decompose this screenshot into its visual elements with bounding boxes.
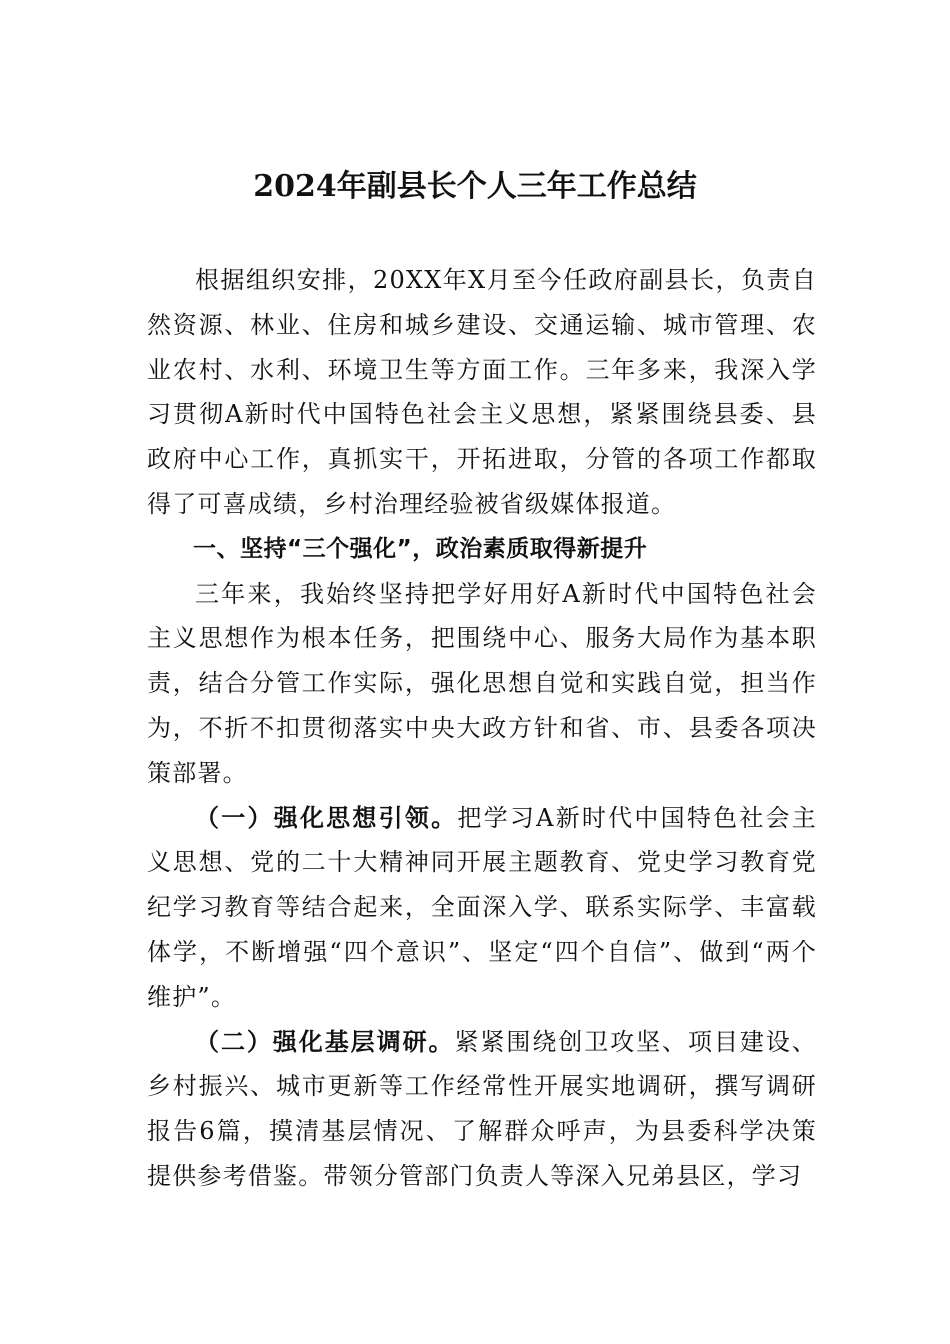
item-text-2: 紧紧围绕创卫攻坚、项目建设、乡村振兴、城市更新等工作经常性开展实地调研，撰写调研报告6篇，摸清基层情况、了解群众呼声，为县委科学决策提供参考借鉴。带领分管部门负责人等深入兄弟县区，学习 xyxy=(147,1027,817,1190)
item-paragraph-2 xyxy=(147,1020,817,1199)
item-text-1: 把学习A新时代中国特色社会主义思想、党的二十大精神同开展主题教育、党史学习教育党纪学习教育等结合起来，全面深入学、联系实际学、丰富载体学，不断增强“四个意识”、坚定“四个自信”、做到“两个维护”。 xyxy=(147,803,817,1011)
section-heading: 一、坚持“三个强化”，政治素质取得新提升 xyxy=(193,535,648,562)
item-label-1: （一）强化思想引领。 xyxy=(195,802,458,832)
section-paragraph: 三年来，我始终坚持把学好用好A新时代中国特色社会主义思想作为根本任务，把围绕中心、服务大局作为基本职责，结合分管工作实际，强化思想自觉和实践自觉，担当作为，不折不扣贯彻落实中央大政方针和省、市、县委各项决策部署。 xyxy=(147,579,817,787)
item-label-2: （二）强化基层调研。 xyxy=(195,1026,455,1056)
document-title: 2024年副县长个人三年工作总结 xyxy=(253,169,697,204)
item-paragraph-1 xyxy=(147,796,817,1020)
document-body xyxy=(147,258,817,1199)
intro-paragraph: 根据组织安排，20XX年X月至今任政府副县长，负责自然资源、林业、住房和城乡建设、交通运输、城市管理、农业农村、水利、环境卫生等方面工作。三年多来，我深入学习贯彻A新时代中国特色社会主义思想，紧紧围绕县委、县政府中心工作，真抓实干，开拓进取，分管的各项工作都取得了可喜成绩，乡村治理经验被省级媒体报道。 xyxy=(147,266,817,518)
